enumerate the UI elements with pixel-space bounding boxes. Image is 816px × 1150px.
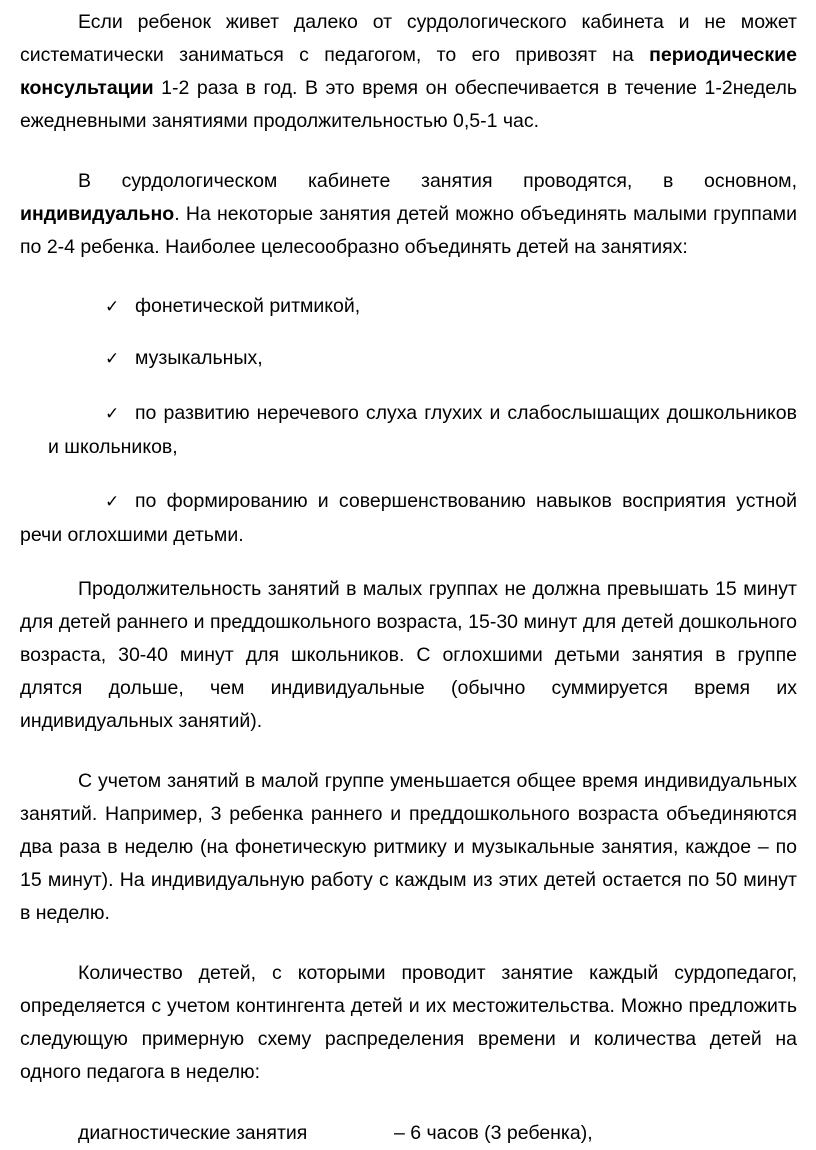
- paragraph-text: . На некоторые занятия детей можно объединять малыми группами по 2-4 ребенка. Наиболее целесообразно объединять детей на занятиях:: [20, 203, 797, 258]
- paragraph-text: 1-2 раза в год. В это время он обеспечивается в течение 1-2недель ежедневными занятиями продолжительностью 0,5-1 час.: [20, 77, 797, 132]
- schedule-label: диагностические занятия: [78, 1122, 308, 1144]
- checkmark-icon: ✓: [105, 404, 120, 424]
- bold-term: индивидуально: [20, 203, 175, 225]
- list-item-text: по формированию и совершенствованию навыков восприятия устной речи оглохшими детьми.: [20, 490, 797, 546]
- list-item-text: музыкальных,: [135, 347, 263, 369]
- paragraph-number-of-children: Количество детей, с которыми проводит занятие каждый сурдопедагог, определяется с учетом контингента детей и их местожительства. Можно предложить следующую примерную схему распределения времени и количества детей на одного педагога в неделю:: [20, 962, 797, 1083]
- schedule-value: – 6 часов (3 ребенка),: [394, 1122, 593, 1144]
- list-item: [105, 290, 797, 324]
- schedule-line: [78, 1117, 593, 1150]
- paragraph-duration: Продолжительность занятий в малых группах не должна превышать 15 минут для детей раннего и преддошкольного возраста, 15-30 минут для детей дошкольного возраста, 30-40 минут для школьников. С оглохшими детьми занятия в группе длятся дольше, чем индивидуальные (обычно суммируется время их индивидуальных занятий).: [20, 578, 797, 732]
- paragraph-group-time: С учетом занятий в малой группе уменьшается общее время индивидуальных занятий. Например, 3 ребенка раннего и преддошкольного возраста объединяются два раза в неделю (на фонетическую ритмику и музыкальные занятия, каждое – по 15 минут). На индивидуальную работу с каждым из этих детей остается по 50 минут в неделю.: [20, 770, 797, 924]
- list-item: [105, 342, 797, 376]
- paragraph-text: Если ребенок живет далеко от сурдологического кабинета и не может систематически заниматься с педагогом, то его привозят на: [20, 11, 797, 66]
- checkmark-icon: ✓: [105, 492, 120, 512]
- paragraph-individual: [20, 165, 797, 264]
- checkmark-icon: ✓: [105, 297, 120, 317]
- paragraph-text: В сурдологическом кабинете занятия проводятся, в основном,: [78, 170, 797, 192]
- list-item: [20, 485, 797, 552]
- checkmark-icon: ✓: [105, 349, 120, 369]
- bold-term: периодические консультации: [20, 44, 797, 99]
- list-item: [48, 397, 797, 464]
- list-item-text: по развитию неречевого слуха глухих и слабослышащих дошкольников и школьников,: [48, 402, 797, 458]
- list-item-text: фонетической ритмикой,: [135, 295, 361, 317]
- paragraph-consultations: [20, 6, 797, 138]
